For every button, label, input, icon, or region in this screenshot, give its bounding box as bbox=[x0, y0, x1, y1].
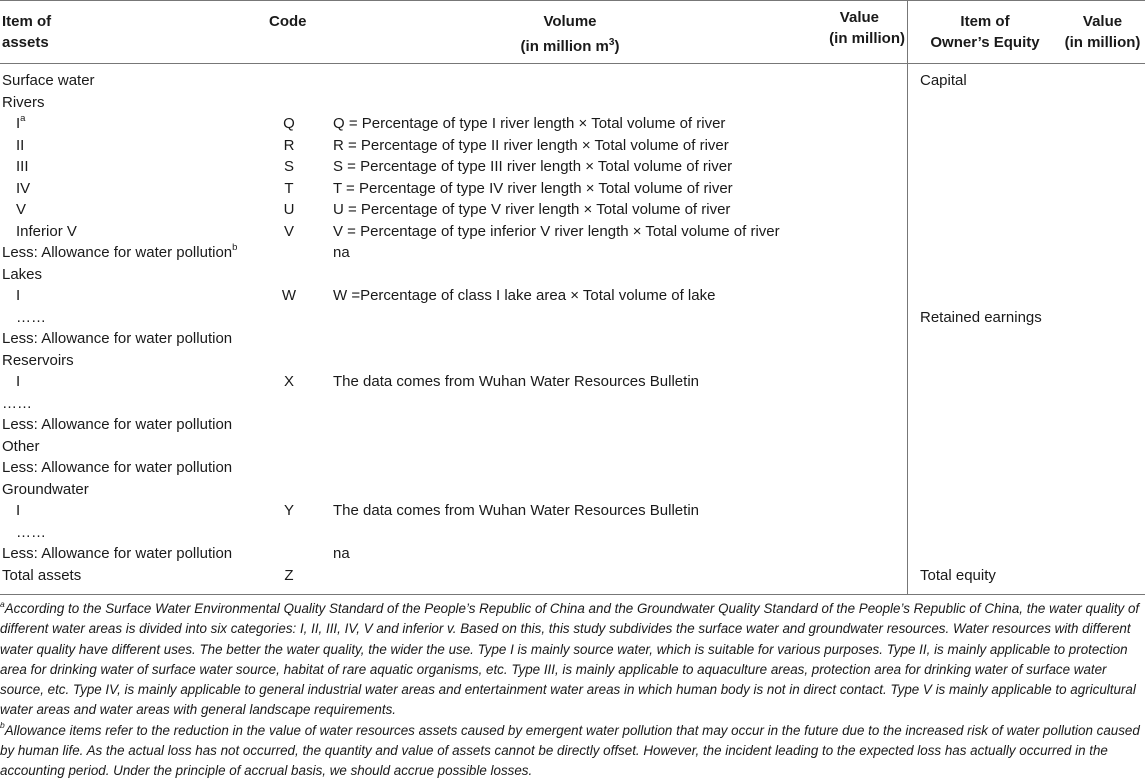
row-item-label: Inferior V bbox=[16, 222, 77, 240]
row-item-label: …… bbox=[16, 308, 46, 326]
row-item-label: I bbox=[16, 502, 21, 519]
row-item-label: Less: Allowance for water pollution$^b$ bbox=[2, 242, 238, 261]
vertical-divider bbox=[907, 0, 908, 594]
row-item-label: Rivers bbox=[2, 93, 45, 111]
header-volume: Volume (in million $m^3$) bbox=[520, 13, 620, 55]
row-item-label: II bbox=[16, 136, 25, 154]
row-item-label: IV bbox=[16, 179, 31, 197]
row-volume: S = Percentage of type III river length × Total volume of river bbox=[333, 158, 733, 175]
table-footnotes bbox=[0, 599, 1140, 782]
footnote-a: $^a$According to the Surface Water Environmental Quality Standard of the People’s Republic of China and the Groundwater Quality Standard of the People’s Republic of China, the water quality of different water areas is divided into six categories: I, II, III, IV, V and inferior v. Based on this, this study subdivides the surface water and groundwater resources. Water resources with different water quality have different uses. The better the water quality, the wider the use. Type I is mainly source water, which is suitable for various purposes. Type II, is mainly applicable to protection area for drinking water of surface water source, habitat of rare aquatic organisms, etc. Type III, is mainly applicable to aquaculture areas, protection area for drinking water of surface water source, etc. Type IV, is mainly applicable to general industrial water areas and entertainment water areas in which human body is not in direct contact. Type V is mainly applicable to agricultural water areas and water areas with general landscape requirements. bbox=[0, 598, 1140, 718]
row-code: Q bbox=[283, 115, 295, 132]
row-volume: R = Percentage of type II river length × Total volume of river bbox=[333, 136, 729, 154]
row-item-label: Less: Allowance for water pollution bbox=[2, 545, 233, 562]
row-item-label: …… bbox=[16, 523, 46, 541]
header-value-equity: Value (in million) bbox=[1064, 13, 1141, 51]
row-item-label: Reservoirs bbox=[2, 351, 74, 369]
row-item-label: V bbox=[16, 201, 27, 218]
row-item-label: Other bbox=[2, 437, 40, 455]
row-item-label: $I^a$ bbox=[16, 113, 26, 132]
row-volume: V = Percentage of type inferior V river length × Total volume of river bbox=[333, 222, 780, 240]
row-item-label: I bbox=[16, 287, 21, 304]
header-code: Code bbox=[269, 13, 307, 30]
row-volume: The data comes from Wuhan Water Resources Bulletin bbox=[333, 502, 699, 519]
row-item-label: Less: Allowance for water pollution bbox=[2, 330, 233, 347]
header-value: Value (in million) bbox=[829, 9, 905, 47]
row-item-label: Less: Allowance for water pollution bbox=[2, 459, 233, 476]
equity-item-label: Total equity bbox=[920, 566, 996, 584]
row-volume: W =Percentage of class I lake area × Total volume of lake bbox=[333, 287, 716, 304]
row-item-label: I bbox=[16, 373, 21, 390]
row-volume: na bbox=[333, 545, 350, 562]
row-volume: Q = Percentage of type I river length × Total volume of river bbox=[333, 115, 726, 132]
row-code: Z bbox=[284, 566, 294, 584]
row-code: W bbox=[281, 287, 297, 304]
row-item-label: III bbox=[16, 158, 29, 175]
row-code: T bbox=[284, 179, 294, 197]
row-item-label: Total assets bbox=[2, 566, 82, 584]
header-item-of-assets: Item of assets bbox=[2, 13, 52, 51]
row-item-label: Lakes bbox=[2, 265, 43, 283]
header-rule bbox=[0, 63, 1145, 64]
row-item-label: Surface water bbox=[2, 72, 95, 89]
header-item-of-owners-equity: Item of Owner’s Equity bbox=[930, 13, 1040, 51]
row-item-label: Less: Allowance for water pollution bbox=[2, 416, 233, 433]
row-volume: The data comes from Wuhan Water Resources Bulletin bbox=[333, 373, 699, 390]
row-code: S bbox=[283, 158, 294, 175]
equity-item-label: Capital bbox=[920, 72, 967, 89]
row-volume: U = Percentage of type V river length × Total volume of river bbox=[333, 201, 731, 218]
row-code: V bbox=[283, 222, 294, 240]
row-code: Y bbox=[283, 502, 294, 519]
row-item-label: …… bbox=[2, 394, 32, 412]
row-code: X bbox=[283, 373, 294, 390]
row-volume: na bbox=[333, 244, 350, 261]
footnote-b: $^b$Allowance items refer to the reduction in the value of water resources assets caused by emergent water pollution that may occur in the future due to the increased risk of water pollution caused by human life. As the actual loss has not occurred, the quantity and value of assets cannot be directly offset. However, the incident leading to the expected loss has actually occurred in the accounting period. Under the principle of accrual basis, we should accrue possible losses. bbox=[0, 720, 1140, 779]
row-volume: T = Percentage of type IV river length × Total volume of river bbox=[333, 179, 733, 197]
row-code: U bbox=[283, 201, 295, 218]
row-item-label: Groundwater bbox=[2, 480, 89, 498]
bottom-rule bbox=[0, 594, 1145, 595]
top-rule bbox=[0, 0, 1145, 1]
equity-item-label: Retained earnings bbox=[920, 308, 1042, 326]
row-code: R bbox=[283, 136, 295, 154]
